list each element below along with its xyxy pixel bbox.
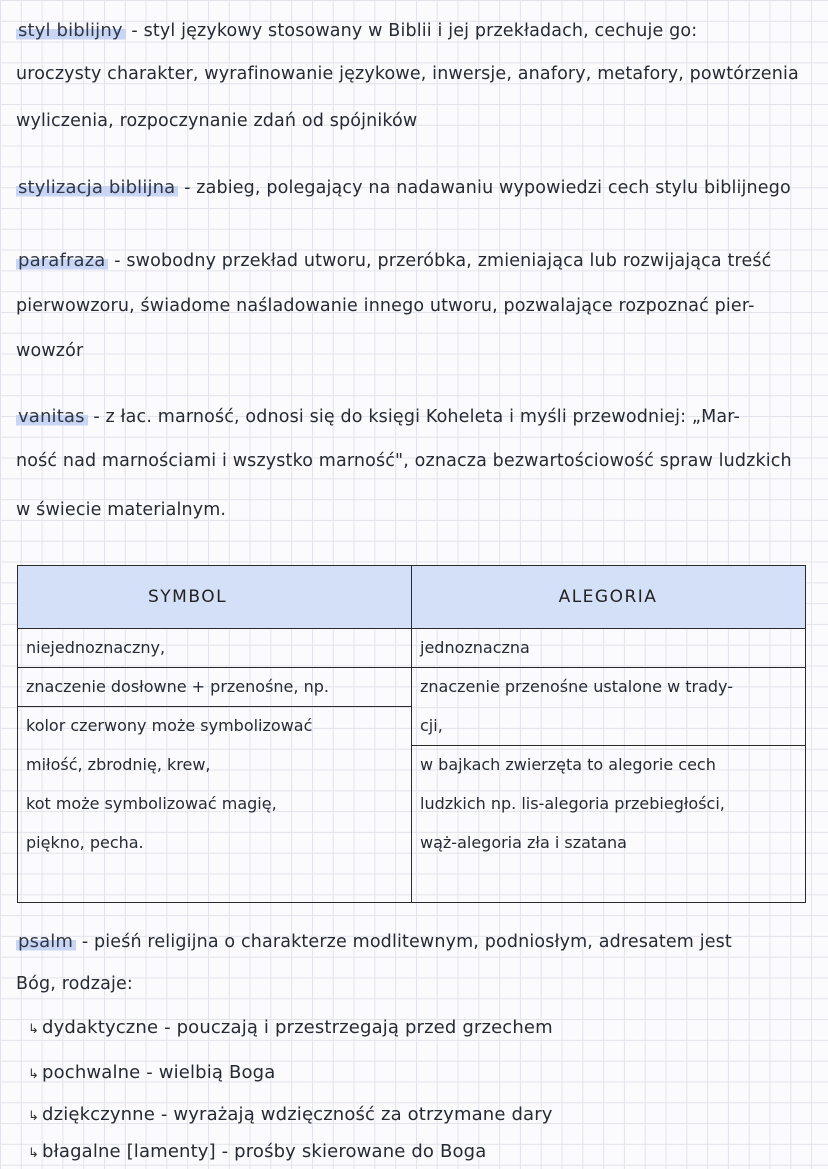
header-alegoria: ALEGORIA (412, 566, 806, 629)
arrow-icon: ↳ (28, 1022, 40, 1037)
definition-text: - swobodny przekład utworu, przeróbka, zmieniająca lub rozwijająca treść (108, 251, 772, 271)
psalm-type-name: dziękczynne (42, 1104, 155, 1125)
table-cell: niejednoznaczny, (18, 629, 411, 668)
table-cell: kolor czerwony może symbolizować (26, 716, 313, 735)
psalm-type-name: błagalne [lamenty] (42, 1141, 216, 1162)
definition-psalm (16, 931, 732, 952)
psalm-type-item (28, 1141, 486, 1162)
symbol-column (18, 629, 412, 903)
psalm-type-desc: - wyrażają wdzięczność za otrzymane dary (154, 1104, 553, 1125)
definition-line: pierwowzoru, świadome naśladowanie innego utworu, pozwalające rozpoznać pier- (16, 296, 755, 316)
alegoria-column (412, 629, 806, 903)
table-cell: znaczenie przenośne ustalone w trady- (420, 677, 734, 696)
psalm-type-desc: - wielbią Boga (140, 1062, 276, 1083)
table-cell: piękno, pecha. (26, 833, 144, 852)
definition-line: Bóg, rodzaje: (16, 974, 133, 994)
table-cell: w bajkach zwierzęta to alegorie cech (420, 755, 716, 774)
definition-stylizacja-biblijna (16, 177, 791, 198)
table-header-row (18, 566, 806, 629)
psalm-type-desc: - prośby skierowane do Boga (215, 1141, 487, 1162)
definition-vanitas (16, 406, 740, 427)
psalm-type-name: dydaktyczne (42, 1017, 159, 1038)
definition-line: wowzór (16, 341, 84, 361)
table-cell: kot może symbolizować magię, (26, 794, 277, 813)
term-highlight: parafraza (16, 250, 108, 271)
term-highlight: styl biblijny (16, 20, 126, 41)
psalm-type-item (28, 1017, 553, 1038)
table-cell: ludzkich np. lis-alegoria przebiegłości, (420, 794, 725, 813)
definition-text: - zabieg, polegający na nadawaniu wypowiedzi cech stylu biblijnego (178, 178, 791, 198)
table-cell: cji, (412, 707, 805, 746)
header-symbol: SYMBOL (18, 566, 412, 629)
table-cell: jednoznaczna (412, 629, 805, 668)
definition-line: w świecie materialnym. (16, 500, 227, 520)
arrow-icon: ↳ (28, 1146, 40, 1161)
table-row (18, 629, 806, 903)
term-highlight: stylizacja biblijna (16, 177, 178, 198)
definition-line: wyliczenia, rozpoczynanie zdań od spójników (16, 111, 418, 131)
table-cell: wąż-alegoria zła i szatana (420, 833, 627, 852)
psalm-type-item (28, 1104, 553, 1125)
arrow-icon: ↳ (28, 1067, 40, 1082)
definition-parafraza (16, 250, 771, 271)
definition-styl-biblijny (16, 20, 697, 41)
psalm-type-item (28, 1062, 275, 1083)
psalm-type-name: pochwalne (42, 1062, 141, 1083)
definition-line: uroczysty charakter, wyrafinowanie językowe, inwersje, anafory, metafory, powtórzenia (16, 64, 799, 84)
definition-text: - pieśń religijna o charakterze modlitewnym, podniosłym, adresatem jest (76, 932, 732, 952)
symbol-alegoria-table (17, 565, 806, 903)
definition-text: - z łac. marność, odnosi się do księgi Koheleta i myśli przewodniej: „Mar- (87, 407, 740, 427)
table-cell: miłość, zbrodnię, krew, (26, 755, 211, 774)
definition-line: ność nad marnościami i wszystko marność", oznacza bezwartościowość spraw ludzkich (16, 451, 792, 471)
arrow-icon: ↳ (28, 1109, 40, 1124)
term-highlight: vanitas (16, 406, 88, 427)
term-highlight: psalm (16, 931, 76, 952)
table-cell: znaczenie dosłowne + przenośne, np. (18, 668, 411, 707)
psalm-type-desc: - pouczają i przestrzegają przed grzechem (158, 1017, 553, 1038)
definition-text: - styl językowy stosowany w Biblii i jej przekładach, cechuje go: (125, 21, 698, 41)
